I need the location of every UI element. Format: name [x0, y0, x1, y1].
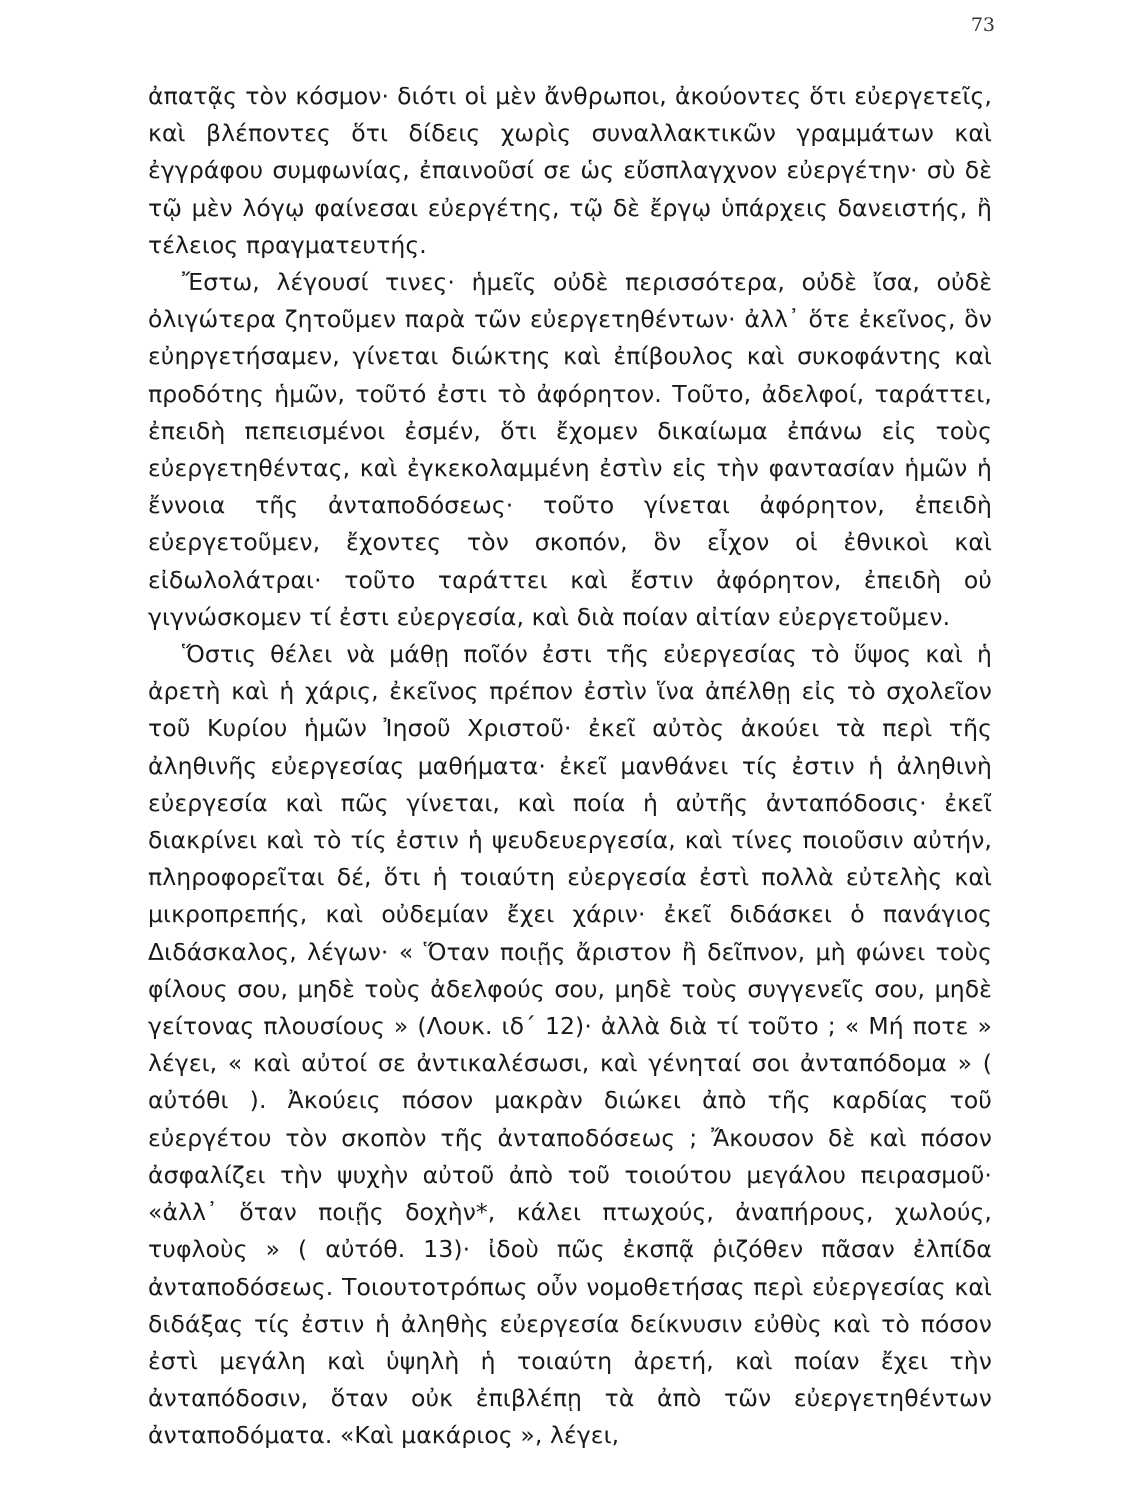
page-number: 73 [970, 14, 995, 36]
paragraph: ἀπατᾷς τὸν κόσμον· διότι οἱ μὲν ἄνθρωποι, ἀκούοντες ὅτι εὐεργετεῖς, καὶ βλέποντες ὅτι δίδεις χωρὶς συναλλακτικῶν γραμμάτων καὶ ἐγγράφου συμφωνίας, ἐπαινοῦσί σε ὡς εὔσπλαγχνον εὐεργέτην· σὺ δὲ τῷ μὲν λόγῳ φαίνεσαι εὐεργέτης, τῷ δὲ ἔργῳ ὑπάρχεις δανειστής, ἢ τέλειος πραγματευτής. [148, 82, 992, 259]
paragraph: Ὅστις θέλει νὰ μάθῃ ποῖόν ἐστι τῆς εὐεργεσίας τὸ ὕψος καὶ ἡ ἀρετὴ καὶ ἡ χάρις, ἐκεῖνος πρέπον ἐστὶν ἵνα ἀπέλθῃ εἰς τὸ σχολεῖον τοῦ Κυρίου ἡμῶν Ἰησοῦ Χριστοῦ· ἐκεῖ αὐτὸς ἀκούει τὰ περὶ τῆς ἀληθινῆς εὐεργεσίας μαθήματα· ἐκεῖ μανθάνει τίς ἐστιν ἡ ἀληθινὴ εὐεργεσία καὶ πῶς γίνεται, καὶ ποία ἡ αὐτῆς ἀνταπόδοσις· ἐκεῖ διακρίνει καὶ τὸ τίς ἐστιν ἡ ψευδευεργεσία, καὶ τίνες ποιοῦσιν αὐτήν, πληροφορεῖται δέ, ὅτι ἡ τοιαύτη εὐεργεσία ἐστὶ πολλὰ εὐτελὴς καὶ μικροπρεπής, καὶ οὐδεμίαν ἔχει χάριν· ἐκεῖ διδάσκει ὁ πανάγιος Διδάσκαλος, λέγων· « Ὅταν ποιῇς ἄριστον ἢ δεῖπνον, μὴ φώνει τοὺς φίλους σου, μηδὲ τοὺς ἀδελφούς σου, μηδὲ τοὺς συγγενεῖς σου, μηδὲ γείτονας πλουσίους » (Λουκ. ιδ΄ 12)· ἀλλὰ διὰ τί τοῦτο ; « Μή ποτε » λέγει, « καὶ αὐτοί σε ἀντικαλέσωσι, καὶ γένηταί σοι ἀνταπόδομα » ( αὐτόθι ). Ἀκούεις πόσον μακρὰν διώκει ἀπὸ τῆς καρδίας τοῦ εὐεργέτου τὸν σκοπὸν τῆς ἀνταποδόσεως ; Ἄκουσον δὲ καὶ πόσον ἀσφαλίζει τὴν ψυχὴν αὐτοῦ ἀπὸ τοῦ τοιούτου μεγάλου πειρασμοῦ· «ἀλλ᾽ ὅταν ποιῇς δοχὴν*, κάλει πτωχούς, ἀναπήρους, χωλούς, τυφλοὺς » ( αὐτόθ. 13)· ἰδοὺ πῶς ἐκσπᾷ ῥιζόθεν πᾶσαν ἐλπίδα ἀνταποδόσεως. Τοιουτοτρόπως οὖν νομοθετήσας περὶ εὐεργεσίας καὶ διδάξας τίς ἐστιν ἡ ἀληθὴς εὐεργεσία δείκνυσιν εὐθὺς καὶ τὸ πόσον ἐστὶ μεγάλη καὶ ὑψηλὴ ἡ τοιαύτη ἀρετή, καὶ ποίαν ἔχει τὴν ἀνταπόδοσιν, ὅταν οὐκ ἐπιβλέπῃ τὰ ἀπὸ τῶν εὐεργετηθέντων ἀνταποδόματα. «Καὶ μακάριος », λέγει, [148, 640, 992, 1450]
body-text [148, 78, 992, 1455]
paragraph: Ἔστω, λέγουσί τινες· ἡμεῖς οὐδὲ περισσότερα, οὐδὲ ἴσα, οὐδὲ ὀλιγώτερα ζητοῦμεν παρὰ τῶν εὐεργετηθέντων· ἀλλ᾽ ὅτε ἐκεῖνος, ὃν εὐηργετήσαμεν, γίνεται διώκτης καὶ ἐπίβουλος καὶ συκοφάντης καὶ προδότης ἡμῶν, τοῦτό ἐστι τὸ ἀφόρητον. Τοῦτο, ἀδελφοί, ταράττει, ἐπειδὴ πεπεισμένοι ἐσμέν, ὅτι ἔχομεν δικαίωμα ἐπάνω εἰς τοὺς εὐεργετηθέντας, καὶ ἐγκεκολαμμένη ἐστὶν εἰς τὴν φαντασίαν ἡμῶν ἡ ἔννοια τῆς ἀνταποδόσεως· τοῦτο γίνεται ἀφόρητον, ἐπειδὴ εὐεργετοῦμεν, ἔχοντες τὸν σκοπόν, ὃν εἶχον οἱ ἐθνικοὶ καὶ εἰδωλολάτραι· τοῦτο ταράττει καὶ ἔστιν ἀφόρητον, ἐπειδὴ οὐ γιγνώσκομεν τί ἐστι εὐεργεσία, καὶ διὰ ποίαν αἰτίαν εὐεργετοῦμεν. [148, 268, 992, 631]
